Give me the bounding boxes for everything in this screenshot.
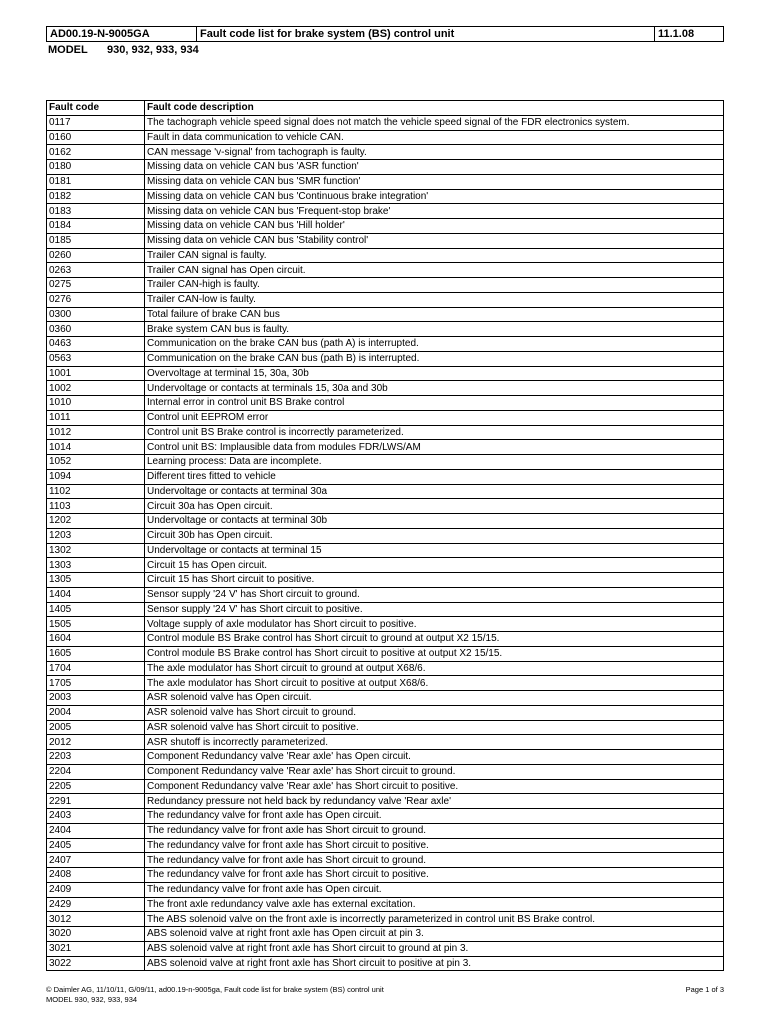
table-row <box>47 750 724 765</box>
fault-desc-cell: Communication on the brake CAN bus (path A) is interrupted. <box>145 337 724 352</box>
table-row <box>47 602 724 617</box>
fault-code-cell: 1705 <box>47 676 145 691</box>
fault-code-cell: 1202 <box>47 514 145 529</box>
fault-code-table <box>46 100 724 971</box>
fault-code-cell: 1001 <box>47 366 145 381</box>
fault-desc-cell: Trailer CAN signal is faulty. <box>145 248 724 263</box>
fault-desc-cell: Sensor supply '24 V' has Short circuit to ground. <box>145 587 724 602</box>
table-row <box>47 735 724 750</box>
table-row <box>47 263 724 278</box>
fault-code-cell: 1704 <box>47 661 145 676</box>
fault-desc-cell: The redundancy valve for front axle has Open circuit. <box>145 809 724 824</box>
table-row <box>47 941 724 956</box>
table-row <box>47 484 724 499</box>
fault-desc-cell: The axle modulator has Short circuit to ground at output X68/6. <box>145 661 724 676</box>
table-row <box>47 882 724 897</box>
fault-desc-cell: Brake system CAN bus is faulty. <box>145 322 724 337</box>
table-row <box>47 956 724 971</box>
fault-desc-cell: Component Redundancy valve 'Rear axle' has Short circuit to positive. <box>145 779 724 794</box>
fault-code-cell: 1102 <box>47 484 145 499</box>
fault-code-cell: 0300 <box>47 307 145 322</box>
fault-code-cell: 1203 <box>47 528 145 543</box>
fault-desc-cell: The redundancy valve for front axle has Short circuit to positive. <box>145 868 724 883</box>
fault-desc-cell: Internal error in control unit BS Brake control <box>145 396 724 411</box>
fault-code-cell: 2403 <box>47 809 145 824</box>
fault-code-cell: 1012 <box>47 425 145 440</box>
fault-code-cell: 1605 <box>47 646 145 661</box>
fault-code-cell: 1014 <box>47 440 145 455</box>
table-row <box>47 823 724 838</box>
fault-desc-cell: ASR solenoid valve has Short circuit to ground. <box>145 705 724 720</box>
fault-desc-cell: CAN message 'v-signal' from tachograph is faulty. <box>145 145 724 160</box>
fault-code-cell: 1103 <box>47 499 145 514</box>
fault-desc-cell: Trailer CAN-low is faulty. <box>145 292 724 307</box>
fault-desc-cell: The ABS solenoid valve on the front axle is incorrectly parameterized in control unit BS Brake control. <box>145 912 724 927</box>
fault-code-cell: 0276 <box>47 292 145 307</box>
fault-code-cell: 2409 <box>47 882 145 897</box>
fault-desc-cell: Circuit 15 has Open circuit. <box>145 558 724 573</box>
table-row <box>47 115 724 130</box>
table-row <box>47 764 724 779</box>
fault-desc-cell: Undervoltage or contacts at terminals 15, 30a and 30b <box>145 381 724 396</box>
doc-date: 11.1.08 <box>655 27 724 42</box>
fault-desc-cell: Control unit EEPROM error <box>145 410 724 425</box>
fault-code-cell: 1052 <box>47 455 145 470</box>
table-row <box>47 499 724 514</box>
fault-desc-cell: Control module BS Brake control has Short circuit to positive at output X2 15/15. <box>145 646 724 661</box>
fault-desc-cell: Trailer CAN-high is faulty. <box>145 278 724 293</box>
fault-code-cell: 0185 <box>47 233 145 248</box>
fault-desc-cell: Communication on the brake CAN bus (path B) is interrupted. <box>145 351 724 366</box>
fault-code-cell: 0184 <box>47 219 145 234</box>
fault-code-cell: 0117 <box>47 115 145 130</box>
table-row <box>47 794 724 809</box>
table-row <box>47 278 724 293</box>
fault-code-cell: 1011 <box>47 410 145 425</box>
table-row <box>47 248 724 263</box>
table-row <box>47 838 724 853</box>
table-row <box>47 809 724 824</box>
fault-code-cell: 2204 <box>47 764 145 779</box>
fault-code-cell: 1305 <box>47 573 145 588</box>
fault-desc-cell: Missing data on vehicle CAN bus 'ASR function' <box>145 160 724 175</box>
fault-code-cell: 3022 <box>47 956 145 971</box>
table-row <box>47 410 724 425</box>
table-row <box>47 543 724 558</box>
fault-desc-cell: Missing data on vehicle CAN bus 'Continuous brake integration' <box>145 189 724 204</box>
table-row <box>47 573 724 588</box>
table-row <box>47 174 724 189</box>
fault-desc-cell: Control unit BS Brake control is incorrectly parameterized. <box>145 425 724 440</box>
fault-code-cell: 2003 <box>47 691 145 706</box>
fault-desc-cell: Total failure of brake CAN bus <box>145 307 724 322</box>
table-row <box>47 130 724 145</box>
model-line <box>48 43 199 57</box>
table-row <box>47 853 724 868</box>
fault-code-cell: 2291 <box>47 794 145 809</box>
fault-desc-cell: Different tires fitted to vehicle <box>145 469 724 484</box>
col-header-code: Fault code <box>47 101 145 116</box>
fault-desc-cell: Undervoltage or contacts at terminal 30b <box>145 514 724 529</box>
fault-code-cell: 0160 <box>47 130 145 145</box>
fault-desc-cell: Trailer CAN signal has Open circuit. <box>145 263 724 278</box>
fault-desc-cell: Circuit 30b has Open circuit. <box>145 528 724 543</box>
table-row <box>47 219 724 234</box>
fault-code-cell: 2429 <box>47 897 145 912</box>
fault-desc-cell: ABS solenoid valve at right front axle has Short circuit to positive at pin 3. <box>145 956 724 971</box>
fault-code-cell: 0162 <box>47 145 145 160</box>
table-row <box>47 292 724 307</box>
table-row <box>47 366 724 381</box>
fault-code-cell: 0263 <box>47 263 145 278</box>
fault-desc-cell: The redundancy valve for front axle has Short circuit to positive. <box>145 838 724 853</box>
fault-desc-cell: The redundancy valve for front axle has Short circuit to ground. <box>145 853 724 868</box>
fault-desc-cell: The redundancy valve for front axle has Open circuit. <box>145 882 724 897</box>
table-row <box>47 233 724 248</box>
fault-desc-cell: Circuit 15 has Short circuit to positive. <box>145 573 724 588</box>
table-row <box>47 455 724 470</box>
fault-desc-cell: Control module BS Brake control has Short circuit to ground at output X2 15/15. <box>145 632 724 647</box>
fault-rows <box>47 115 724 971</box>
fault-code-cell: 1094 <box>47 469 145 484</box>
fault-code-cell: 1302 <box>47 543 145 558</box>
fault-code-cell: 2404 <box>47 823 145 838</box>
table-row <box>47 204 724 219</box>
fault-code-cell: 1404 <box>47 587 145 602</box>
fault-desc-cell: Redundancy pressure not held back by redundancy valve 'Rear axle' <box>145 794 724 809</box>
table-row <box>47 440 724 455</box>
fault-desc-cell: Control unit BS: Implausible data from modules FDR/LWS/AM <box>145 440 724 455</box>
model-label: MODEL <box>48 44 88 56</box>
fault-desc-cell: Voltage supply of axle modulator has Short circuit to positive. <box>145 617 724 632</box>
table-row <box>47 337 724 352</box>
fault-desc-cell: The front axle redundancy valve axle has external excitation. <box>145 897 724 912</box>
table-header-row <box>47 101 724 116</box>
table-row <box>47 425 724 440</box>
fault-code-cell: 0183 <box>47 204 145 219</box>
fault-desc-cell: ASR solenoid valve has Short circuit to positive. <box>145 720 724 735</box>
table-row <box>47 661 724 676</box>
table-row <box>47 351 724 366</box>
fault-code-cell: 1303 <box>47 558 145 573</box>
footer-copyright: © Daimler AG, 11/10/11, G/09/11, ad00.19-n-9005ga, Fault code list for brake system (BS) control unit <box>46 985 384 994</box>
fault-desc-cell: The redundancy valve for front axle has Short circuit to ground. <box>145 823 724 838</box>
table-row <box>47 632 724 647</box>
footer-model: MODEL 930, 932, 933, 934 <box>46 995 138 1004</box>
col-header-desc: Fault code description <box>145 101 724 116</box>
table-row <box>47 160 724 175</box>
table-row <box>47 897 724 912</box>
fault-code-cell: 0260 <box>47 248 145 263</box>
fault-code-cell: 1405 <box>47 602 145 617</box>
table-row <box>47 587 724 602</box>
fault-desc-cell: Component Redundancy valve 'Rear axle' has Short circuit to ground. <box>145 764 724 779</box>
fault-code-cell: 2407 <box>47 853 145 868</box>
fault-desc-cell: Undervoltage or contacts at terminal 15 <box>145 543 724 558</box>
fault-desc-cell: Missing data on vehicle CAN bus 'Stability control' <box>145 233 724 248</box>
fault-code-cell: 0360 <box>47 322 145 337</box>
fault-code-cell: 2405 <box>47 838 145 853</box>
fault-code-cell: 2205 <box>47 779 145 794</box>
table-row <box>47 676 724 691</box>
table-row <box>47 912 724 927</box>
table-row <box>47 705 724 720</box>
table-row <box>47 927 724 942</box>
fault-code-cell: 0275 <box>47 278 145 293</box>
fault-code-cell: 0182 <box>47 189 145 204</box>
table-row <box>47 646 724 661</box>
table-row <box>47 469 724 484</box>
fault-code-cell: 0563 <box>47 351 145 366</box>
fault-desc-cell: ABS solenoid valve at right front axle has Open circuit at pin 3. <box>145 927 724 942</box>
table-row <box>47 189 724 204</box>
fault-desc-cell: ASR solenoid valve has Open circuit. <box>145 691 724 706</box>
table-row <box>47 779 724 794</box>
fault-code-cell: 2005 <box>47 720 145 735</box>
fault-desc-cell: Missing data on vehicle CAN bus 'SMR function' <box>145 174 724 189</box>
page-footer <box>46 985 724 1005</box>
fault-desc-cell: Overvoltage at terminal 15, 30a, 30b <box>145 366 724 381</box>
doc-id: AD00.19-N-9005GA <box>47 27 197 42</box>
fault-code-cell: 3012 <box>47 912 145 927</box>
table-row <box>47 396 724 411</box>
table-row <box>47 322 724 337</box>
fault-code-cell: 3021 <box>47 941 145 956</box>
doc-title: Fault code list for brake system (BS) control unit <box>197 27 655 42</box>
fault-desc-cell: Sensor supply '24 V' has Short circuit to positive. <box>145 602 724 617</box>
fault-code-cell: 2012 <box>47 735 145 750</box>
fault-code-cell: 2203 <box>47 750 145 765</box>
footer-page-number: Page 1 of 3 <box>685 985 724 994</box>
fault-desc-cell: Undervoltage or contacts at terminal 30a <box>145 484 724 499</box>
table-row <box>47 514 724 529</box>
fault-desc-cell: The axle modulator has Short circuit to positive at output X68/6. <box>145 676 724 691</box>
fault-desc-cell: The tachograph vehicle speed signal does not match the vehicle speed signal of the FDR electronics system. <box>145 115 724 130</box>
fault-code-cell: 1604 <box>47 632 145 647</box>
table-row <box>47 145 724 160</box>
fault-code-cell: 1505 <box>47 617 145 632</box>
table-row <box>47 691 724 706</box>
table-row <box>47 558 724 573</box>
fault-desc-cell: Component Redundancy valve 'Rear axle' has Open circuit. <box>145 750 724 765</box>
fault-desc-cell: ABS solenoid valve at right front axle has Short circuit to ground at pin 3. <box>145 941 724 956</box>
fault-desc-cell: Fault in data communication to vehicle CAN. <box>145 130 724 145</box>
table-row <box>47 307 724 322</box>
model-value: 930, 932, 933, 934 <box>107 44 199 56</box>
fault-desc-cell: Circuit 30a has Open circuit. <box>145 499 724 514</box>
fault-desc-cell: Missing data on vehicle CAN bus 'Frequent-stop brake' <box>145 204 724 219</box>
fault-code-cell: 0463 <box>47 337 145 352</box>
fault-code-cell: 0181 <box>47 174 145 189</box>
table-row <box>47 720 724 735</box>
fault-desc-cell: Learning process: Data are incomplete. <box>145 455 724 470</box>
fault-code-cell: 0180 <box>47 160 145 175</box>
table-row <box>47 617 724 632</box>
table-row <box>47 528 724 543</box>
fault-code-cell: 2408 <box>47 868 145 883</box>
fault-code-cell: 1002 <box>47 381 145 396</box>
fault-code-cell: 2004 <box>47 705 145 720</box>
table-row <box>47 381 724 396</box>
fault-desc-cell: ASR shutoff is incorrectly parameterized. <box>145 735 724 750</box>
fault-code-cell: 1010 <box>47 396 145 411</box>
fault-desc-cell: Missing data on vehicle CAN bus 'Hill holder' <box>145 219 724 234</box>
table-row <box>47 868 724 883</box>
fault-code-cell: 3020 <box>47 927 145 942</box>
document-header <box>46 26 724 42</box>
